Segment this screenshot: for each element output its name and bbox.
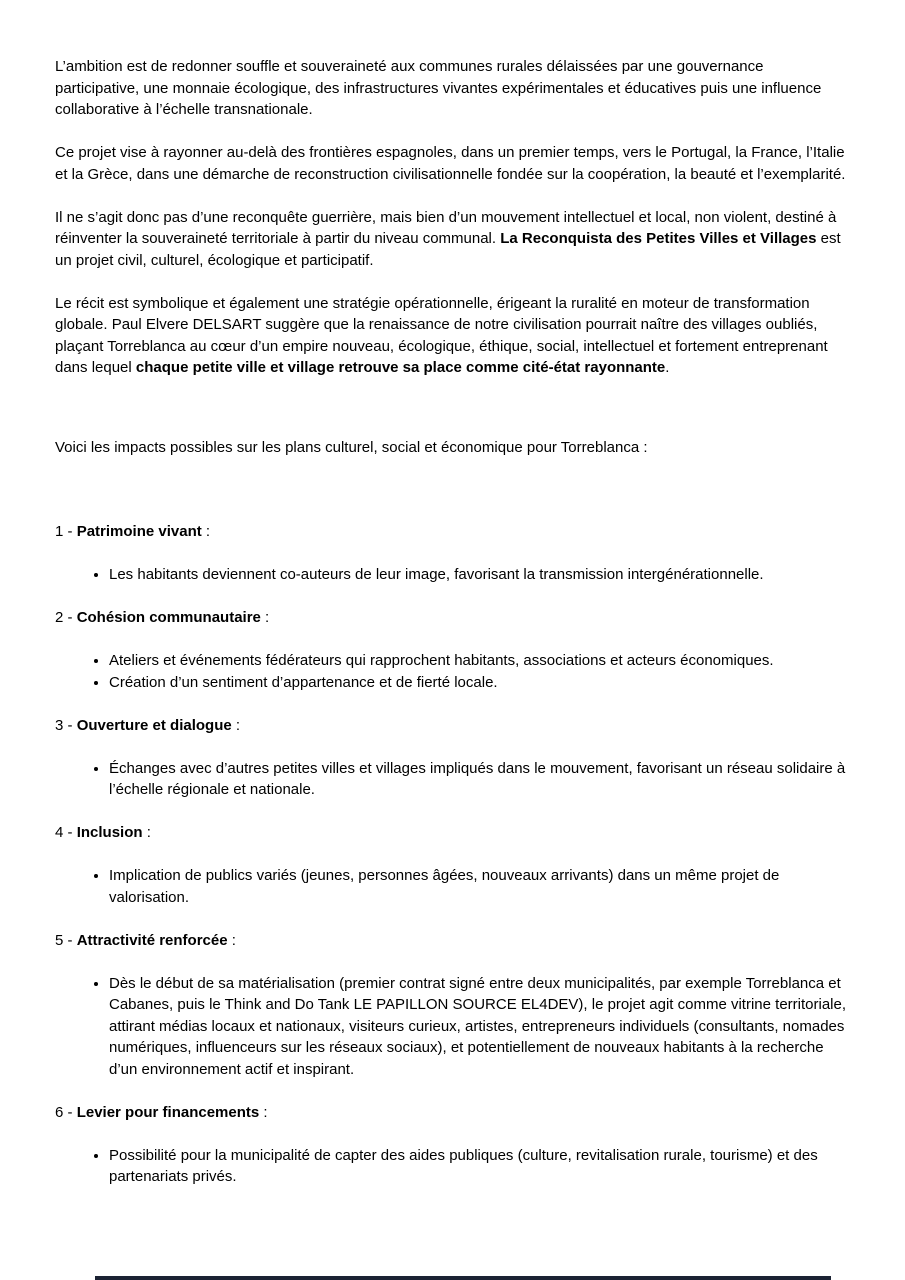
section-cohesion bbox=[55, 607, 848, 693]
section-patrimoine bbox=[55, 521, 848, 586]
bullet-item: • Échanges avec d’autres petites villes et villages impliqués dans le mouvement, favorisant un réseau solidaire à l’échelle régionale et nationale. bbox=[109, 758, 848, 801]
bold-phrase-reconquista: La Reconquista des Petites Villes et Villages bbox=[500, 230, 817, 247]
section-number: 1 - bbox=[55, 523, 77, 540]
section-title: Inclusion bbox=[76, 824, 143, 841]
section-heading bbox=[55, 1102, 848, 1124]
section-number: 2 - bbox=[55, 609, 77, 626]
paragraph-reconquista bbox=[55, 207, 848, 272]
paragraph-recit bbox=[55, 293, 848, 379]
section-colon: : bbox=[227, 931, 236, 949]
section-heading bbox=[55, 715, 848, 737]
bullet-item: • Ateliers et événements fédérateurs qui rapprochent habitants, associations et acteurs économiques. bbox=[109, 650, 848, 672]
bullet-item: • Implication de publics variés (jeunes, personnes âgées, nouveaux arrivants) dans un même projet de valorisation. bbox=[109, 865, 848, 908]
bullet-list bbox=[55, 564, 848, 586]
section-financements bbox=[55, 1102, 848, 1188]
section-colon: : bbox=[259, 1103, 268, 1121]
section-title: Attractivité renforcée bbox=[76, 931, 228, 949]
section-number: 5 - bbox=[55, 931, 77, 949]
section-heading bbox=[55, 930, 848, 952]
paragraph-rayonnement bbox=[55, 142, 848, 185]
section-ouverture bbox=[55, 715, 848, 801]
section-heading bbox=[55, 607, 848, 629]
section-inclusion bbox=[55, 822, 848, 908]
section-heading bbox=[55, 521, 848, 543]
paragraph-text: L’ambition est de redonner souffle et souveraineté aux communes rurales délaissées par une gouvernance participative, une monnaie écologique, des infrastructures vivantes expérimentales et éducatives puis une influence collaborative à l’échelle transnationale. bbox=[55, 58, 822, 118]
section-colon: : bbox=[142, 824, 151, 841]
paragraph-text: Ce projet vise à rayonner au-delà des frontières espagnoles, dans un premier temps, vers le Portugal, la France, l’Italie et la Grèce, dans une démarche de reconstruction civilisationnelle fondée sur la coopération, la beauté et l’exemplarité. bbox=[55, 144, 846, 183]
bullet-item: • Possibilité pour la municipalité de capter des aides publiques (culture, revitalisation rurale, tourisme) et des partenariats privés. bbox=[109, 1145, 848, 1188]
paragraph-ambition bbox=[55, 56, 848, 121]
bullet-list bbox=[55, 650, 848, 693]
section-number: 3 - bbox=[55, 716, 77, 734]
paragraph-text: est un projet civil, culturel, écologique et participatif. bbox=[55, 230, 841, 269]
section-title: Ouverture et dialogue bbox=[76, 716, 232, 734]
bullet-item: • Dès le début de sa matérialisation (premier contrat signé entre deux municipalités, par exemple Torreblanca et Cabanes, puis le Think and Do Tank LE PAPILLON SOURCE EL4DEV), le projet agit comme vitrine territoriale, attirant médias locaux et nationaux, visiteurs curieux, artistes, entrepreneurs individuels (consultants, nomades numériques, influenceurs sur les réseaux sociaux), et potentiellement de nouveaux habitants à la recherche d’un environnement actif et inspirant. bbox=[109, 973, 848, 1081]
bold-phrase-cite-etat: chaque petite ville et village retrouve sa place comme cité-état rayonnante bbox=[135, 359, 666, 376]
section-title: Patrimoine vivant bbox=[76, 523, 202, 540]
section-title: Cohésion communautaire bbox=[76, 609, 261, 626]
section-number: 6 - bbox=[55, 1103, 77, 1121]
intro-line: Voici les impacts possibles sur les plans culturel, social et économique pour Torreblanca : bbox=[55, 438, 648, 456]
section-colon: : bbox=[260, 609, 270, 626]
bullet-list bbox=[55, 973, 848, 1081]
paragraph-text: . bbox=[665, 359, 670, 376]
bottom-cutoff-banner bbox=[95, 1276, 831, 1280]
section-colon: : bbox=[201, 523, 211, 540]
bullet-list bbox=[55, 1145, 848, 1188]
section-title: Levier pour financements bbox=[76, 1103, 260, 1121]
paragraph-text: Il ne s’agit donc pas d’une reconquête guerrière, mais bien d’un mouvement intellectuel et local, non violent, destiné à réinventer la souveraineté territoriale à partir du niveau communal. bbox=[55, 208, 837, 247]
bullet-item: • Création d’un sentiment d’appartenance et de fierté locale. bbox=[109, 672, 848, 694]
section-number: 4 - bbox=[55, 824, 77, 841]
bullet-item: • Les habitants deviennent co-auteurs de leur image, favorisant la transmission intergénérationnelle. bbox=[109, 564, 848, 586]
bullet-list bbox=[55, 865, 848, 908]
section-colon: : bbox=[231, 716, 241, 734]
section-heading bbox=[55, 822, 848, 844]
bullet-list bbox=[55, 758, 848, 801]
section-attractivite bbox=[55, 930, 848, 1081]
paragraph-text: Le récit est symbolique et également une stratégie opérationnelle, érigeant la ruralité en moteur de transformation globale. Paul Elvere DELSART suggère que la renaissance de notre civilisation pourrait naître des villages oubliés, plaçant Torreblanca au cœur d’un empire nouveau, écologique, éthique, social, intellectuel et fortement entreprenant dans lequel bbox=[55, 294, 828, 376]
